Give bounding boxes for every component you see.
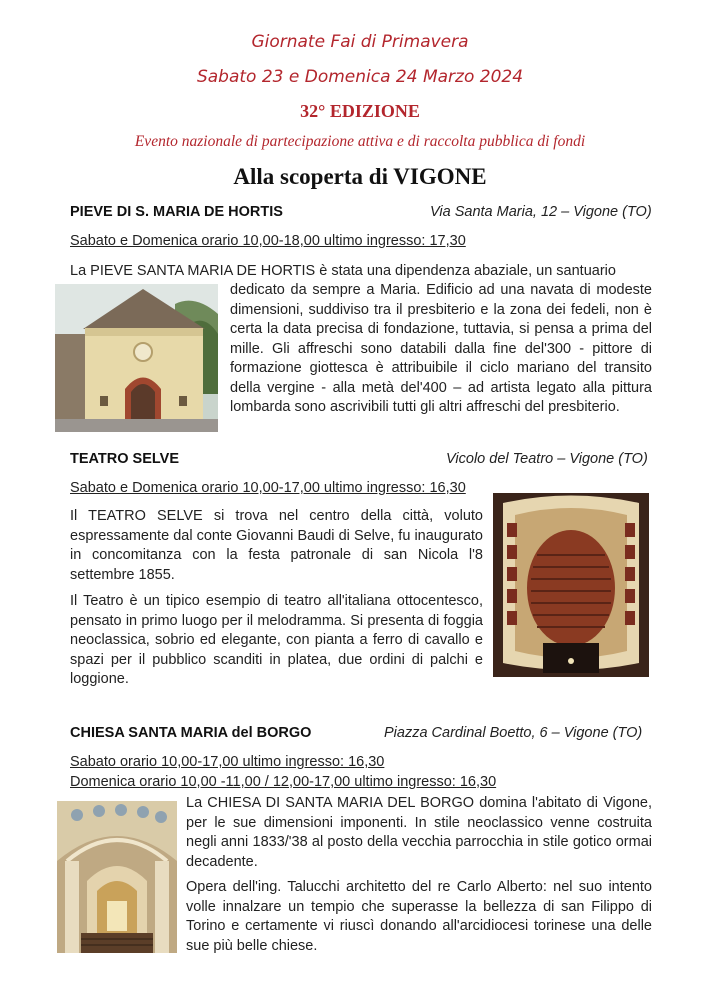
section-title-pieve: PIEVE DI S. MARIA DE HORTIS	[70, 204, 283, 220]
event-subtitle: Evento nazionale di partecipazione attiva e di raccolta pubblica di fondi	[134, 133, 586, 150]
pieve-description: dedicato da sempre a Maria. Edificio ad una navata di modeste dimensioni, suddiviso tra il presbiterio e la zona dei fedeli, non è certa la data precisa di fondazione, tuttavia, si pensa a prima del mille. Gli affreschi sono databili dalla fine del'300 - pittore di formazione giottesca è attribuibile il ciclo mariano del transito della vergine - alla metà del'400 – ad artista legato alla pittura lombarda sono ascrivibili tutti gli altri affreschi del presbiterio.	[230, 282, 652, 415]
theatre-interior-image	[493, 493, 649, 677]
opening-hours-chiesa-sunday: Domenica orario 10,00 -11,00 / 12,00-17,00 ultimo ingresso: 16,30	[70, 774, 497, 790]
chiesa-paragraph-2: Opera dell'ing. Talucchi architetto del re Carlo Alberto: nel suo intento volle innalzare un tempio che superasse la bellezza di san Filippo di Torino e certamente vi riuscì donando all'arcidiocesi torinese una delle sue più belle chiese.	[186, 879, 652, 954]
opening-hours-teatro: Sabato e Domenica orario 10,00-17,00 ultimo ingresso: 16,30	[70, 480, 466, 496]
teatro-paragraph-2: Il Teatro è un tipico esempio di teatro all'italiana ottocentesco, pensato in primo luogo per il melodramma. Si presenta di foggia neoclassica, sobrio ed elegante, con pianta a ferro di cavallo e spazi per il pubblico scanditi in platea, due ordini di palchi e loggione.	[70, 593, 483, 687]
event-name: Giornate Fai di Primavera	[251, 32, 469, 52]
teatro-photo	[493, 493, 649, 677]
section-address-chiesa: Piazza Cardinal Boetto, 6 – Vigone (TO)	[384, 725, 643, 741]
teatro-paragraph-1: Il TEATRO SELVE si trova nel centro della città, voluto espressamente dal conte Giovanni Baudi di Selve, fu inaugurato in concomitanza con la festa patronale di san Nicola l'8 settembre 1855.	[70, 508, 483, 583]
pieve-intro: La PIEVE SANTA MARIA DE HORTIS è stata una dipendenza abaziale, un santuario	[70, 263, 616, 279]
church-facade-image	[55, 284, 218, 432]
chiesa-paragraph-1: La CHIESA DI SANTA MARIA DEL BORGO domina l'abitato di Vigone, per le sue dimensioni imponenti. In stile neoclassico venne costruita negli anni 1833/'38 al posto della vecchia parrocchia in stile gotico ormai decadente.	[186, 795, 652, 870]
section-address-teatro: Vicolo del Teatro – Vigone (TO)	[446, 451, 648, 467]
pieve-photo	[55, 284, 218, 432]
chiesa-photo	[57, 801, 177, 953]
church-interior-image	[57, 801, 177, 953]
section-address-pieve: Via Santa Maria, 12 – Vigone (TO)	[430, 204, 652, 220]
section-title-chiesa: CHIESA SANTA MARIA del BORGO	[70, 725, 312, 741]
event-dates: Sabato 23 e Domenica 24 Marzo 2024	[196, 67, 524, 87]
section-title-teatro: TEATRO SELVE	[70, 451, 180, 467]
page-title: Alla scoperta di VIGONE	[233, 164, 487, 189]
edition-label: 32° EDIZIONE	[300, 101, 420, 121]
opening-hours-chiesa-saturday: Sabato orario 10,00-17,00 ultimo ingresso: 16,30	[70, 754, 385, 770]
opening-hours-pieve: Sabato e Domenica orario 10,00-18,00 ultimo ingresso: 17,30	[70, 233, 466, 249]
